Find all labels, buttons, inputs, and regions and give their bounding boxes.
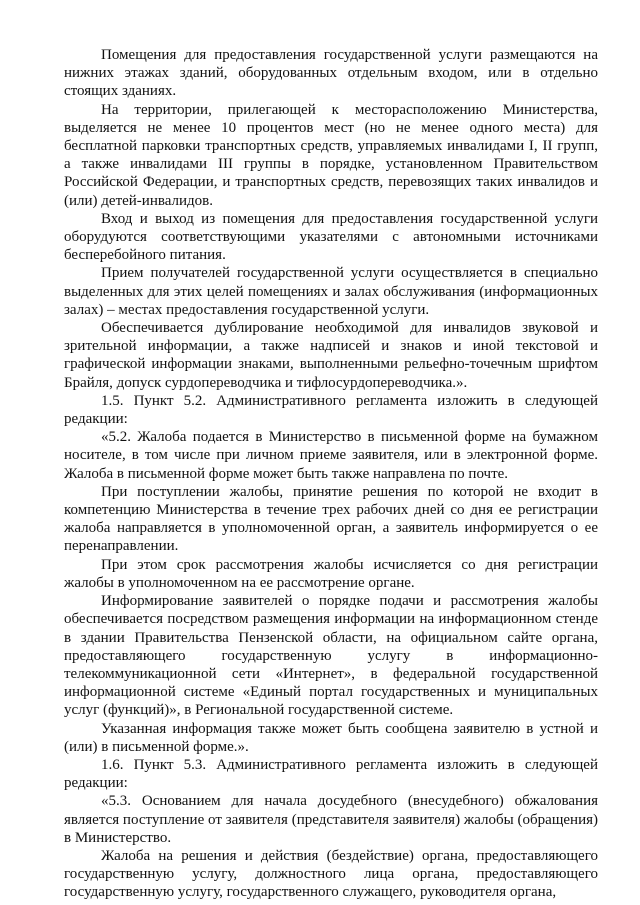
paragraph-reception-halls: Прием получателей государственной услуги осуществляется в специально выделенных для этих целей помещениях и залах обслуживания (информационных залах) – местах предоставления государственной услуги.	[64, 265, 598, 318]
paragraph-clause-5-2: «5.2. Жалоба подается в Министерство в письменной форме на бумажном носителе, в том числе при личном приеме заявителя, или в электронной форме. Жалоба в письменной форме может быть также направлена по почте.	[64, 429, 598, 482]
paragraph-item-1-5: 1.5. Пункт 5.2. Административного регламента изложить в следующей редакции:	[64, 392, 598, 428]
paragraph-review-period: При этом срок рассмотрения жалобы исчисляется со дня регистрации жалобы в уполномоченном на ее рассмотрение органе.	[64, 556, 598, 591]
paragraph-information-duplication: Обеспечивается дублирование необходимой для инвалидов звуковой и зрительной информации, а также надписей и знаков и иной текстовой и графической информации знаками, выполненными рельефно-точечным шрифтом Брайля, допуск сурдопереводчика и тифлосурдопереводчика.».	[64, 320, 598, 391]
paragraph-parking: На территории, прилегающей к месторасположению Министерства, выделяется не менее 10 процентов мест (но не менее одного места) для бесплатной парковки транспортных средств, управляемых инвалидами I, II групп, а также инвалидами III группы в порядке, установленном Правительством Российской Федерации, и транспортных средств, перевозящих таких инвалидов и (или) детей-инвалидов.	[64, 101, 598, 209]
paragraph-premises-location: Помещения для предоставления государственной услуги размещаются на нижних этажах зданий, оборудованных отдельным входом, или в отдельно стоящих зданиях.	[64, 47, 598, 100]
paragraph-informing-applicants: Информирование заявителей о порядке подачи и рассмотрения жалобы обеспечивается посредством размещения информации на информационном стенде в здании Правительства Пензенской области, на официальном сайте органа, предоставляющего государственную услугу в информационно-телекоммуникационной сети «Интернет», в федеральной государственной информационной системе «Единый портал государственных и муниципальных услуг (функций)», в Региональной государственной системе.	[64, 593, 598, 719]
paragraph-complaint-redirect: При поступлении жалобы, принятие решения по которой не входит в компетенцию Министерства в течение трех рабочих дней со дня ее регистрации жалоба направляется в уполномоченной орган, а заявитель информируется о ее перенаправлении.	[64, 483, 598, 555]
paragraph-complaint-subjects: Жалоба на решения и действия (бездействие) органа, предоставляющего государственную услугу, должностного лица органа, предоставляющего государственную услугу, государственного служащего, руководителя органа,	[64, 847, 598, 901]
paragraph-entrance-signs: Вход и выход из помещения для предоставления государственной услуги оборудуются соответствующими указателями с автономными источниками бесперебойного питания.	[64, 210, 598, 264]
paragraph-item-1-6: 1.6. Пункт 5.3. Административного регламента изложить в следующей редакции:	[64, 756, 598, 792]
paragraph-oral-written-info: Указанная информация также может быть сообщена заявителю в устной и (или) в письменной форме.».	[64, 720, 598, 755]
paragraph-clause-5-3: «5.3. Основанием для начала досудебного (внесудебного) обжалования является поступление от заявителя (представителя заявителя) жалобы (обращения) в Министерство.	[64, 793, 598, 846]
